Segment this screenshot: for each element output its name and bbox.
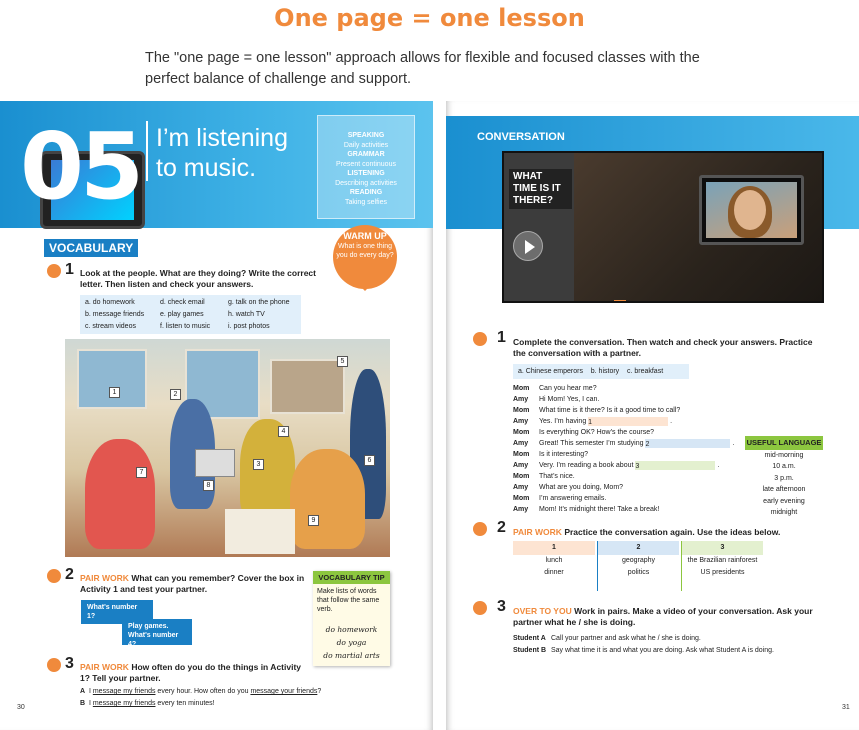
line-text: Very. I’m reading a book about 3 . [539,462,720,470]
speech-bubble: What's number 1? [81,600,153,624]
option-item: b. history [590,368,620,375]
useful-language-box [745,436,823,519]
answer-gap-3[interactable] [635,461,715,470]
note-line: do homework [325,625,378,634]
section-conversation: CONVERSATION [477,131,565,143]
speaker: Amy [513,396,529,403]
idea: US presidents [700,569,745,576]
speaker: A [80,688,86,695]
exercise-2-instruction [513,527,813,538]
right-page [446,101,859,730]
gap-number: 2 [645,440,650,448]
page-title: One page = one lesson [274,4,585,32]
play-icon[interactable] [513,231,543,261]
video-scene [574,153,822,301]
text: Yes. I’m having [539,418,587,425]
speaker: Amy [513,506,529,513]
text: I [88,700,93,707]
vocab-item: h. watch TV [228,311,265,318]
gap-number: 3 [635,462,640,470]
tip-text: Make lists of words that follow the same verb. [317,588,380,613]
speaker: B [80,700,86,707]
vocab-item: g. talk on the phone [228,299,290,306]
vocab-item: a. do homework [85,299,135,306]
text: I [88,688,93,695]
speaker: Mom [513,429,530,436]
unit-title: I’m listening to music. [156,124,288,182]
option-item: c. breakfast [626,368,664,375]
progress-thumb[interactable] [614,300,626,303]
answer-gap-1[interactable] [588,417,668,426]
picture-label: 1 [109,387,120,398]
exercise-1-instruction: Look at the people. What are they doing? Write the correct letter. Then listen and check your answers. [80,268,316,289]
video-progress-bar[interactable] [596,301,816,303]
speech-bubble [122,619,192,648]
skill-text: Present continuous [336,160,396,168]
student-label: Student B [513,647,547,654]
student-label: Student A [513,635,546,642]
speaker: Amy [513,418,529,425]
exercise-number: 1 [497,329,506,346]
speaker: Amy [513,484,529,491]
pair-work-tag: PAIR WORK [80,662,129,672]
speaker: Mom [513,473,530,480]
ideas-table [513,541,763,591]
laptop-image [699,175,804,245]
page-number: 30 [17,704,25,711]
line-text: Great! This semester I’m studying 2 . [539,440,735,448]
answer-gap-2[interactable] [645,439,730,448]
vocab-item: e. play games [160,311,204,318]
warm-up-text: What is one thing you do every day? [336,243,394,259]
gap-number: 1 [588,418,593,426]
speaker: Amy [513,462,529,469]
student-b-line [513,646,843,656]
skill-text: Taking selfies [344,198,388,206]
over-to-you-icon [473,601,487,615]
line-text: Can you hear me? [539,385,597,392]
line-text: Hi Mom! Yes, I can. [539,396,600,403]
line-text: That’s nice. [539,473,575,480]
warm-up-heading: WARM UP [343,231,387,241]
picture-label: 2 [170,389,181,400]
ideas-column [597,541,679,591]
pair-work-icon [473,522,487,536]
line-text: Is everything OK? How’s the course? [539,429,655,436]
useful-heading: USEFUL LANGUAGE [745,436,823,450]
text: Very. I’m reading a book about [539,462,634,469]
picture-label: 9 [308,515,319,526]
student-text: Call your partner and ask what he / she is doing. [551,635,701,642]
text: Great! This semester I’m studying [539,440,644,447]
picture-label: 5 [337,356,348,367]
note-line: do martial arts [323,651,380,660]
tip-heading: VOCABULARY TIP [313,571,390,584]
useful-item: 10 a.m. [772,463,796,470]
line-text: Is it interesting? [539,451,589,458]
line-text: I’m answering emails. [539,495,607,502]
skills-box [317,115,415,219]
underlined: message your friends [250,688,318,695]
idea: lunch [545,557,563,564]
bubble-line: Play games. [128,623,169,630]
exercise-number: 3 [497,598,506,615]
picture-label: 3 [253,459,264,470]
picture-label: 6 [364,455,375,466]
speaker: Mom [513,385,530,392]
left-page [0,101,433,730]
over-to-you-tag: OVER TO YOU [513,606,572,616]
column-heading: 2 [598,541,679,555]
exercise-text: What can you remember? Cover the box in Activity 1 and test your partner. [80,573,305,594]
skill-heading: READING [349,189,383,196]
vocab-item: c. stream videos [85,323,136,330]
conversation [513,383,743,518]
pair-work-icon [47,658,61,672]
warm-up-badge [333,225,397,289]
line-text: Mom! It’s midnight there! Take a break! [539,506,660,513]
skill-text: Daily activities [343,141,389,149]
text: ? [317,688,322,695]
intro-text: The "one page = one lesson" approach allows for flexible and focused classes with the perfect balance of challenge and support. [145,50,700,87]
skill-heading: SPEAKING [347,132,385,139]
page-number: 31 [842,704,850,711]
living-room-illustration [65,339,390,557]
speaker: Mom [513,495,530,502]
pair-work-icon [47,569,61,583]
vocab-item: f. listen to music [160,323,211,330]
unit-number: 05 [20,113,141,220]
exercise-number: 3 [65,655,74,672]
note-line: do yoga [336,638,367,647]
idea: geography [621,557,656,564]
exercise-3-instruction [513,606,813,628]
skill-heading: LISTENING [347,170,385,177]
exercise-1-instruction: Complete the conversation. Then watch and check your answers. Practice the conversation with a partner. [513,337,813,358]
idea: the Brazilian rainforest [687,557,758,564]
exercise-text: How often do you do the things in Activity 1? Tell your partner. [80,662,302,683]
picture-label: 8 [203,480,214,491]
student-a-line [513,634,843,644]
section-vocabulary: VOCABULARY [44,239,138,257]
video-player[interactable] [502,151,824,303]
audio-icon[interactable] [47,264,61,278]
vocab-item: i. post photos [228,323,270,330]
skill-heading: GRAMMAR [347,151,385,158]
options-box [513,364,689,379]
underlined: message my friends [92,688,156,695]
student-text: Say what time it is and what you are doing. Ask what Student A is doing. [551,647,774,654]
idea: politics [627,569,650,576]
picture-label: 4 [278,426,289,437]
useful-item: late afternoon [762,486,806,493]
useful-item: midnight [770,509,798,516]
vocabulary-tip [313,571,390,666]
vocab-item: b. message friends [85,311,145,318]
line-text: What time is it there? Is it a good time to call? [539,407,681,414]
speaker: Mom [513,407,530,414]
handwritten-notes [313,623,390,662]
video-icon[interactable] [473,332,487,346]
text: every ten minutes! [155,700,215,707]
video-title: WHAT TIME IS IT THERE? [509,169,572,209]
exercise-text: Practice the conversation again. Use the ideas below. [564,527,781,537]
exercise-number: 2 [497,519,506,536]
example-line-b [80,699,380,709]
line-text: What are you doing, Mom? [539,484,624,491]
speaker: Mom [513,451,530,458]
exercise-number: 2 [65,566,74,583]
underlined: message my friends [92,700,156,707]
pair-work-tag: PAIR WORK [513,527,562,537]
bubble-line: What's number 4? [128,632,179,648]
pair-work-tag: PAIR WORK [80,573,129,583]
skill-text: Describing activities [335,179,397,187]
text: every hour. How often do you [155,688,251,695]
exercise-number: 1 [65,261,74,278]
column-heading: 3 [682,541,763,555]
useful-item: 3 p.m. [774,474,794,482]
exercise-2-instruction [80,573,310,595]
example-line-a [80,687,380,697]
vocab-item: d. check email [160,299,205,306]
exercise-3-instruction [80,662,310,684]
vocabulary-box [80,295,301,334]
ideas-column [681,541,763,591]
idea: dinner [544,569,564,576]
useful-item: early evening [763,497,805,505]
useful-item: mid-morning [764,451,804,459]
column-heading: 1 [513,541,595,555]
exercise-text: Work in pairs. Make a video of your conversation. Ask your partner what he / she is doing. [513,606,813,627]
picture-label: 7 [136,467,147,478]
title-divider [146,121,148,181]
line-text: Yes. I’m having 1 . [539,418,673,426]
ideas-column [513,541,595,591]
option-item: a. Chinese emperors [518,368,583,375]
speaker: Amy [513,440,529,447]
